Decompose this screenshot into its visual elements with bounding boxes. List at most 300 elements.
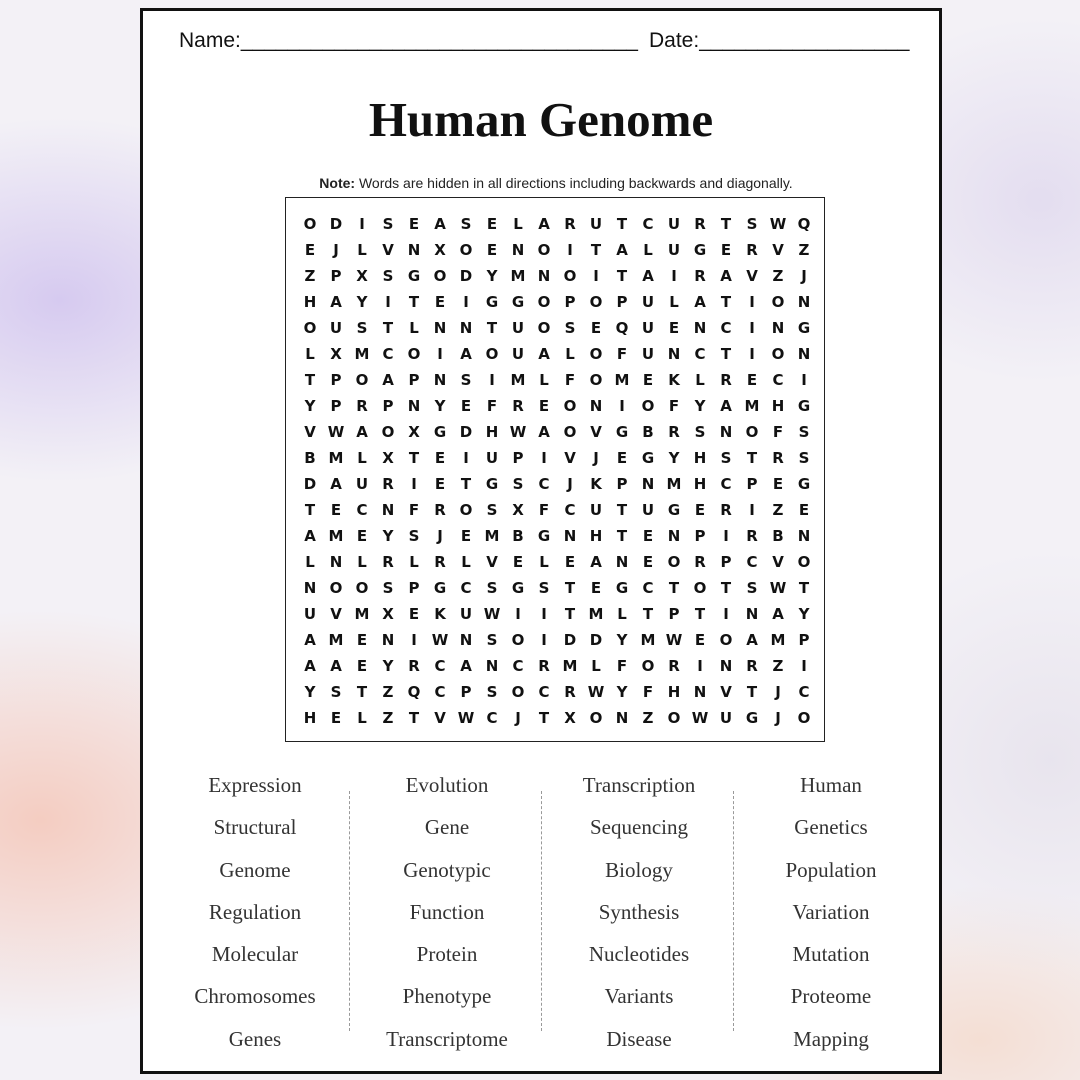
word-list-item: Genotypic — [403, 857, 491, 882]
grid-letter: Y — [304, 397, 316, 415]
grid-letter: C — [564, 501, 576, 519]
grid-letter: A — [590, 553, 602, 571]
grid-letter: I — [541, 631, 547, 649]
word-column — [735, 771, 927, 1067]
grid-letter: I — [671, 267, 677, 285]
grid-letter: H — [589, 527, 603, 545]
grid-letter: N — [589, 397, 603, 415]
grid-letter: R — [694, 267, 706, 285]
grid-letter: O — [771, 293, 785, 311]
grid-letter: I — [593, 267, 599, 285]
grid-letter: T — [720, 345, 732, 363]
grid-letter: V — [772, 553, 784, 571]
grid-letter: O — [355, 371, 369, 389]
grid-letter: S — [330, 683, 342, 701]
grid-letter: I — [437, 345, 443, 363]
grid-letter: A — [538, 215, 550, 233]
grid-letter: E — [434, 293, 446, 311]
word-list-item: Disease — [606, 1026, 672, 1051]
grid-letter: C — [382, 345, 394, 363]
grid-letter: I — [801, 371, 807, 389]
grid-letter: A — [772, 605, 784, 623]
grid-letter: E — [694, 501, 706, 519]
word-list-item: Phenotype — [402, 984, 492, 1009]
grid-letter: Z — [798, 241, 810, 259]
word-list-item: Genetics — [794, 815, 868, 840]
grid-letter: W — [431, 631, 449, 649]
grid-letter: J — [775, 683, 781, 701]
worksheet — [140, 8, 942, 1074]
grid-letter: T — [304, 501, 316, 519]
grid-letter: I — [619, 397, 625, 415]
grid-letter: A — [304, 631, 316, 649]
grid-letter: G — [433, 423, 447, 441]
grid-letter: L — [643, 241, 653, 259]
grid-letter: P — [798, 631, 810, 649]
grid-letter: E — [798, 501, 810, 519]
grid-letter: C — [486, 709, 498, 727]
grid-letter: T — [356, 683, 368, 701]
grid-letter: S — [720, 449, 732, 467]
word-list-item: Mapping — [793, 1026, 869, 1051]
grid-letter: E — [330, 709, 342, 727]
grid-letter: T — [564, 605, 576, 623]
grid-letter: E — [434, 449, 446, 467]
grid-letter: S — [382, 215, 394, 233]
grid-letter: N — [797, 345, 811, 363]
grid-row — [300, 289, 814, 315]
grid-letter: E — [720, 241, 732, 259]
grid-letter: T — [668, 579, 680, 597]
grid-letter: C — [538, 683, 550, 701]
grid-letter: Y — [668, 449, 680, 467]
grid-letter: E — [616, 449, 628, 467]
grid-letter: O — [537, 241, 551, 259]
grid-letter: N — [381, 501, 395, 519]
grid-letter: E — [772, 475, 784, 493]
grid-letter: O — [589, 371, 603, 389]
grid-letter: V — [382, 241, 394, 259]
grid-letter: C — [746, 553, 758, 571]
grid-letter: S — [356, 319, 368, 337]
grid-letter: U — [641, 345, 655, 363]
date-field: Date:__________________ — [649, 29, 910, 52]
grid-letter: A — [538, 423, 550, 441]
grid-letter: U — [511, 319, 525, 337]
grid-letter: J — [567, 475, 573, 493]
grid-letter: C — [460, 579, 472, 597]
page-title: Human Genome — [368, 92, 714, 147]
grid-letter: C — [720, 319, 732, 337]
grid-letter: Y — [304, 683, 316, 701]
grid-letter: O — [459, 241, 473, 259]
grid-letter: U — [667, 215, 681, 233]
grid-letter: N — [641, 475, 655, 493]
grid-letter: Y — [382, 657, 394, 675]
grid-letter: I — [489, 371, 495, 389]
grid-letter: X — [408, 423, 420, 441]
grid-letter: P — [408, 371, 420, 389]
grid-letter: Z — [642, 709, 654, 727]
grid-row — [300, 211, 814, 237]
grid-letter: J — [515, 709, 521, 727]
grid-letter: R — [720, 501, 732, 519]
grid-letter: A — [304, 657, 316, 675]
grid-letter: T — [720, 215, 732, 233]
grid-letter: E — [434, 475, 446, 493]
grid-letter: W — [483, 605, 501, 623]
grid-letter: Y — [356, 293, 368, 311]
grid-letter: X — [434, 241, 446, 259]
grid-letter: N — [719, 657, 733, 675]
grid-letter: R — [746, 657, 758, 675]
word-list-item: Gene — [424, 815, 470, 840]
grid-letter: C — [434, 683, 446, 701]
word-list-item: Nucleotides — [588, 942, 690, 967]
grid-row — [300, 471, 814, 497]
grid-letter: I — [541, 449, 547, 467]
grid-letter: M — [666, 475, 682, 493]
grid-letter: O — [641, 397, 655, 415]
grid-letter: U — [641, 319, 655, 337]
grid-letter: I — [359, 215, 365, 233]
word-list-item: Mutation — [792, 942, 870, 967]
grid-letter: U — [511, 345, 525, 363]
grid-letter: M — [354, 605, 370, 623]
grid-row — [300, 575, 814, 601]
grid-letter: A — [460, 345, 472, 363]
grid-letter: O — [771, 345, 785, 363]
grid-letter: G — [511, 579, 525, 597]
grid-letter: I — [411, 475, 417, 493]
grid-letter: O — [667, 709, 681, 727]
grid-letter: H — [303, 709, 317, 727]
grid-row — [300, 393, 814, 419]
grid-letter: S — [460, 371, 472, 389]
grid-letter: Y — [434, 397, 446, 415]
grid-letter: R — [382, 553, 394, 571]
grid-letter: N — [745, 605, 759, 623]
grid-letter: C — [642, 215, 654, 233]
grid-letter: I — [385, 293, 391, 311]
grid-letter: I — [749, 293, 755, 311]
grid-letter: O — [355, 579, 369, 597]
grid-letter: N — [329, 553, 343, 571]
grid-letter: D — [303, 475, 317, 493]
grid-letter: T — [720, 579, 732, 597]
word-list-item: Variation — [792, 899, 870, 924]
grid-letter: N — [693, 319, 707, 337]
grid-letter: S — [486, 631, 498, 649]
grid-letter: Q — [797, 215, 811, 233]
grid-letter: M — [510, 371, 526, 389]
grid-letter: O — [797, 553, 811, 571]
grid-letter: G — [511, 293, 525, 311]
grid-letter: R — [564, 683, 576, 701]
grid-letter: D — [459, 267, 473, 285]
grid-letter: H — [667, 683, 681, 701]
grid-letter: G — [537, 527, 551, 545]
grid-letter: U — [485, 449, 499, 467]
word-list-item: Transcription — [582, 773, 696, 797]
grid-letter: A — [356, 423, 368, 441]
grid-letter: T — [616, 267, 628, 285]
grid-letter: L — [695, 371, 705, 389]
grid-letter: U — [589, 215, 603, 233]
grid-letter: N — [459, 319, 473, 337]
grid-letter: T — [538, 709, 550, 727]
grid-letter: D — [329, 215, 343, 233]
grid-letter: P — [668, 605, 680, 623]
grid-letter: N — [615, 553, 629, 571]
grid-letter: S — [486, 501, 498, 519]
grid-letter: O — [381, 423, 395, 441]
grid-letter: M — [744, 397, 760, 415]
grid-row — [300, 263, 814, 289]
grid-letter: O — [563, 423, 577, 441]
grid-letter: O — [459, 501, 473, 519]
grid-letter: L — [513, 215, 523, 233]
grid-letter: I — [723, 605, 729, 623]
grid-letter: N — [433, 371, 447, 389]
grid-letter: Y — [616, 683, 628, 701]
grid-letter: L — [305, 553, 315, 571]
grid-letter: L — [357, 449, 367, 467]
grid-letter: Y — [694, 397, 706, 415]
grid-letter: L — [305, 345, 315, 363]
grid-letter: S — [798, 423, 810, 441]
grid-letter: O — [537, 293, 551, 311]
grid-letter: M — [770, 631, 786, 649]
grid-letter: N — [537, 267, 551, 285]
grid-letter: A — [304, 527, 316, 545]
grid-row — [300, 341, 814, 367]
grid-letter: R — [720, 371, 732, 389]
grid-letter: Q — [407, 683, 421, 701]
grid-row — [300, 679, 814, 705]
grid-letter: W — [665, 631, 683, 649]
grid-letter: V — [590, 423, 602, 441]
word-list-item: Genes — [228, 1026, 282, 1051]
grid-letter: T — [720, 293, 732, 311]
grid-letter: R — [668, 657, 680, 675]
grid-row — [300, 601, 814, 627]
word-list-item: Biology — [605, 857, 673, 882]
grid-letter: E — [564, 553, 576, 571]
grid-letter: P — [616, 475, 628, 493]
grid-letter: I — [541, 605, 547, 623]
grid-letter: R — [668, 423, 680, 441]
grid-letter: O — [511, 683, 525, 701]
grid-letter: X — [382, 449, 394, 467]
grid-letter: Y — [616, 631, 628, 649]
grid-letter: U — [329, 319, 343, 337]
grid-letter: T — [616, 527, 628, 545]
grid-letter: G — [667, 501, 681, 519]
grid-letter: F — [772, 423, 784, 441]
grid-letter: W — [457, 709, 475, 727]
grid-letter: Z — [772, 267, 784, 285]
grid-letter: E — [330, 501, 342, 519]
grid-letter: U — [355, 475, 369, 493]
grid-letter: V — [564, 449, 576, 467]
grid-letter: O — [485, 345, 499, 363]
grid-letter: N — [797, 293, 811, 311]
grid-letter: H — [693, 475, 707, 493]
grid-letter: K — [668, 371, 680, 389]
grid-letter: E — [304, 241, 316, 259]
grid-letter: W — [769, 579, 787, 597]
grid-letter: I — [723, 527, 729, 545]
grid-letter: O — [589, 345, 603, 363]
grid-letter: S — [382, 267, 394, 285]
grid-row — [300, 315, 814, 341]
word-list-item: Sequencing — [590, 815, 688, 840]
grid-letter: L — [461, 553, 471, 571]
grid-letter: Y — [486, 267, 498, 285]
grid-letter: G — [407, 267, 421, 285]
word-list-item: Synthesis — [598, 899, 680, 924]
grid-letter: G — [641, 449, 655, 467]
grid-letter: A — [616, 241, 628, 259]
word-list-item: Proteome — [790, 984, 872, 1009]
grid-letter: O — [407, 345, 421, 363]
grid-letter: D — [563, 631, 577, 649]
word-list-item: Function — [409, 899, 485, 924]
grid-letter: T — [408, 449, 420, 467]
grid-letter: F — [538, 501, 550, 519]
grid-letter: P — [694, 527, 706, 545]
grid-letter: U — [589, 501, 603, 519]
grid-letter: N — [615, 709, 629, 727]
grid-letter: L — [617, 605, 627, 623]
grid-letter: T — [486, 319, 498, 337]
grid-letter: L — [565, 345, 575, 363]
grid-letter: I — [411, 631, 417, 649]
grid-letter: T — [408, 709, 420, 727]
grid-letter: W — [509, 423, 527, 441]
grid-letter: I — [801, 657, 807, 675]
grid-letter: M — [640, 631, 656, 649]
grid-letter: R — [772, 449, 784, 467]
grid-letter: A — [330, 293, 342, 311]
grid-letter: A — [330, 657, 342, 675]
grid-letter: T — [382, 319, 394, 337]
grid-letter: T — [460, 475, 472, 493]
grid-letter: L — [539, 371, 549, 389]
grid-letter: E — [694, 631, 706, 649]
word-list-item: Protein — [416, 942, 478, 967]
grid-letter: X — [512, 501, 524, 519]
grid-letter: J — [333, 241, 339, 259]
grid-letter: Q — [615, 319, 629, 337]
grid-letter: G — [797, 319, 811, 337]
word-column — [159, 771, 351, 1067]
grid-letter: R — [746, 527, 758, 545]
grid-letter: E — [590, 579, 602, 597]
grid-letter: V — [720, 683, 732, 701]
grid-row — [300, 497, 814, 523]
grid-letter: I — [697, 657, 703, 675]
grid-letter: J — [437, 527, 443, 545]
grid-row — [300, 237, 814, 263]
grid-letter: L — [591, 657, 601, 675]
grid-letter: Y — [798, 605, 810, 623]
grid-letter: Z — [382, 709, 394, 727]
grid-letter: W — [691, 709, 709, 727]
grid-letter: P — [720, 553, 732, 571]
grid-letter: F — [564, 371, 576, 389]
grid-letter: T — [694, 605, 706, 623]
grid-letter: W — [587, 683, 605, 701]
note-text: Words are hidden in all directions including backwards and diagonally. — [355, 175, 793, 191]
grid-letter: T — [642, 605, 654, 623]
grid-letter: L — [357, 709, 367, 727]
word-column — [543, 771, 735, 1067]
grid-letter: Z — [772, 657, 784, 675]
grid-letter: A — [382, 371, 394, 389]
grid-letter: E — [356, 657, 368, 675]
grid-letter: I — [463, 293, 469, 311]
grid-letter: E — [460, 397, 472, 415]
grid-letter: Z — [772, 501, 784, 519]
grid-letter: N — [511, 241, 525, 259]
grid-letter: S — [486, 683, 498, 701]
grid-letter: F — [486, 397, 498, 415]
grid-letter: G — [485, 475, 499, 493]
grid-row — [300, 705, 814, 731]
grid-letter: M — [614, 371, 630, 389]
grid-letter: T — [564, 579, 576, 597]
grid-letter: P — [616, 293, 628, 311]
word-list-item: Transcriptome — [386, 1026, 508, 1051]
grid-letter: O — [589, 293, 603, 311]
grid-letter: F — [642, 683, 654, 701]
grid-letter: J — [775, 709, 781, 727]
grid-letter: R — [564, 215, 576, 233]
grid-letter: O — [797, 709, 811, 727]
grid-letter: Z — [304, 267, 316, 285]
grid-letter: E — [356, 527, 368, 545]
grid-letter: E — [746, 371, 758, 389]
grid-row — [300, 523, 814, 549]
grid-letter: E — [538, 397, 550, 415]
grid-letter: E — [590, 319, 602, 337]
grid-letter: I — [749, 501, 755, 519]
grid-letter: N — [433, 319, 447, 337]
grid-letter: P — [512, 449, 524, 467]
grid-letter: U — [641, 501, 655, 519]
grid-letter: T — [408, 293, 420, 311]
grid-letter: A — [538, 345, 550, 363]
grid-letter: K — [434, 605, 446, 623]
grid-letter: C — [538, 475, 550, 493]
grid-letter: I — [567, 241, 573, 259]
grid-letter: N — [485, 657, 499, 675]
grid-letter: S — [486, 579, 498, 597]
grid-letter: X — [330, 345, 342, 363]
grid-letter: T — [798, 579, 810, 597]
name-field: Name:__________________________________ — [179, 29, 638, 52]
grid-letter: R — [356, 397, 368, 415]
word-list-item: Regulation — [208, 899, 302, 924]
grid-letter: I — [515, 605, 521, 623]
grid-letter: U — [303, 605, 317, 623]
grid-letter: M — [328, 631, 344, 649]
word-list-item: Evolution — [405, 773, 489, 797]
grid-row — [300, 653, 814, 679]
grid-letter: L — [539, 553, 549, 571]
